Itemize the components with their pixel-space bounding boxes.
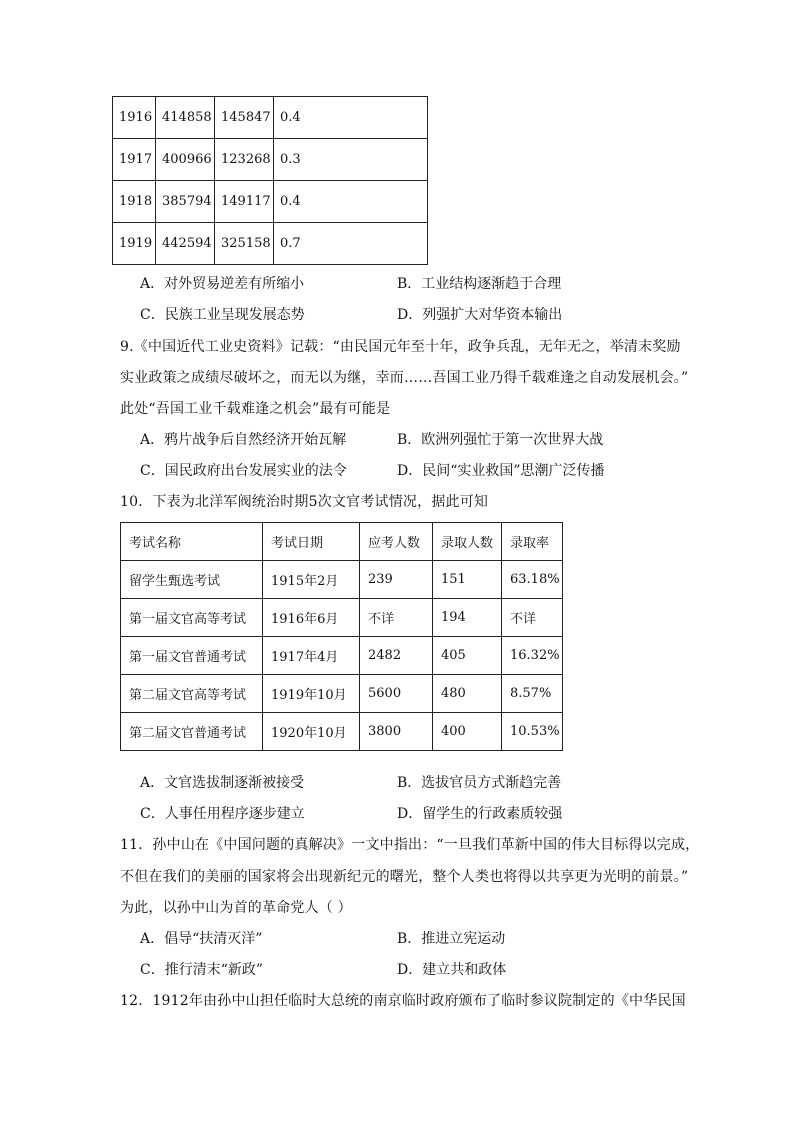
table-cell: 0.3 <box>274 139 428 181</box>
q11-option-d: D．建立共和政体 <box>397 962 507 978</box>
q8-option-d: D．列强扩大对华资本输出 <box>397 307 563 323</box>
table-cell: 385794 <box>156 181 215 223</box>
table-row <box>121 675 563 713</box>
table-row <box>121 561 563 599</box>
table-cell: 442594 <box>156 223 215 265</box>
exam-table <box>120 522 563 751</box>
table-cell: 2482 <box>360 637 433 675</box>
table-cell: 1919 <box>113 223 156 265</box>
table-cell: 3800 <box>360 713 433 751</box>
q11-stem-line-3: 为此，以孙中山为首的革命党人（ ） <box>120 900 352 916</box>
table-header-row <box>121 523 563 561</box>
q10-stem: 10．下表为北洋军阀统治时期5次文官考试情况，据此可知 <box>120 494 489 510</box>
q12-stem-line-1: 12．1912年由孙中山担任临时大总统的南京临时政府颁布了临时参议院制定的《中华民国 <box>120 993 686 1009</box>
table-cell: 5600 <box>360 675 433 713</box>
table-cell: 239 <box>360 561 433 599</box>
table-row <box>113 139 428 181</box>
table-cell: 63.18% <box>502 561 563 599</box>
table-cell: 第二届文官普通考试 <box>121 713 263 751</box>
table-cell: 留学生甄选考试 <box>121 561 263 599</box>
table-cell: 145847 <box>215 97 274 139</box>
table-cell: 0.4 <box>274 181 428 223</box>
q9-option-a: A．鸦片战争后自然经济开始瓦解 <box>140 432 347 448</box>
table-cell: 400 <box>433 713 502 751</box>
table-cell: 1918 <box>113 181 156 223</box>
q8-option-b: B．工业结构逐渐趋于合理 <box>397 276 562 292</box>
q9-option-b: B．欧洲列强忙于第一次世界大战 <box>397 432 604 448</box>
table-cell: 194 <box>433 599 502 637</box>
table-cell: 1917 <box>113 139 156 181</box>
table-header-cell: 录取率 <box>502 523 563 561</box>
table-row <box>113 97 428 139</box>
table-row <box>113 181 428 223</box>
table-header-cell: 应考人数 <box>360 523 433 561</box>
table-cell: 1919年10月 <box>263 675 360 713</box>
table-header-cell: 录取人数 <box>433 523 502 561</box>
table-cell: 第二届文官高等考试 <box>121 675 263 713</box>
table-cell: 0.4 <box>274 97 428 139</box>
q11-option-a: A．倡导“扶清灭洋” <box>140 931 263 947</box>
table-row <box>121 713 563 751</box>
q11-option-c: C．推行清末“新政” <box>140 962 264 978</box>
table-cell: 第一届文官高等考试 <box>121 599 263 637</box>
q9-stem-line-2: 实业政策之成绩尽破坏之，而无以为继，幸而……吾国工业乃得千载难逢之自动发展机会。” <box>120 370 689 386</box>
q8-option-c: C．民族工业呈现发展态势 <box>140 307 305 323</box>
q11-stem-line-1: 11．孙中山在《中国问题的真解决》一文中指出：“一旦我们革新中国的伟大目标得以完成， <box>120 837 700 853</box>
table-cell: 1916 <box>113 97 156 139</box>
table-row <box>121 637 563 675</box>
table-cell: 400966 <box>156 139 215 181</box>
table-cell: 16.32% <box>502 637 563 675</box>
q9-stem-line-3: 此处“吾国工业千载难逢之机会”最有可能是 <box>120 401 391 417</box>
table-header-cell: 考试名称 <box>121 523 263 561</box>
table-cell: 480 <box>433 675 502 713</box>
q10-option-b: B．选拔官员方式渐趋完善 <box>397 775 562 791</box>
table-cell: 149117 <box>215 181 274 223</box>
trade-table <box>112 96 428 265</box>
q10-option-c: C．人事任用程序逐步建立 <box>140 806 305 822</box>
table-cell: 不详 <box>502 599 563 637</box>
table-cell: 不详 <box>360 599 433 637</box>
table-cell: 10.53% <box>502 713 563 751</box>
table-cell: 325158 <box>215 223 274 265</box>
q11-option-b: B．推进立宪运动 <box>397 931 506 947</box>
table-row <box>113 223 428 265</box>
q9-stem-line-1: 9.《中国近代工业史资料》记载：“由民国元年至十年，政争兵乱，无年无之，举清末奖励 <box>120 339 681 355</box>
q10-option-a: A．文官选拔制逐渐被接受 <box>140 775 305 791</box>
q9-option-d: D．民间“实业救国”思潮广泛传播 <box>397 463 605 479</box>
table-cell: 8.57% <box>502 675 563 713</box>
q9-option-c: C．国民政府出台发展实业的法令 <box>140 463 347 479</box>
table-cell: 1917年4月 <box>263 637 360 675</box>
table-cell: 1916年6月 <box>263 599 360 637</box>
table-cell: 405 <box>433 637 502 675</box>
q11-stem-line-2: 不但在我们的美丽的国家将会出现新纪元的曙光，整个人类也将得以共享更为光明的前景。” <box>120 869 689 885</box>
q8-option-a: A．对外贸易逆差有所缩小 <box>140 276 305 292</box>
table-cell: 1915年2月 <box>263 561 360 599</box>
table-cell: 123268 <box>215 139 274 181</box>
table-cell: 0.7 <box>274 223 428 265</box>
q10-option-d: D．留学生的行政素质较强 <box>397 806 563 822</box>
table-cell: 第一届文官普通考试 <box>121 637 263 675</box>
table-cell: 151 <box>433 561 502 599</box>
table-cell: 414858 <box>156 97 215 139</box>
table-cell: 1920年10月 <box>263 713 360 751</box>
table-row <box>121 599 563 637</box>
table-header-cell: 考试日期 <box>263 523 360 561</box>
